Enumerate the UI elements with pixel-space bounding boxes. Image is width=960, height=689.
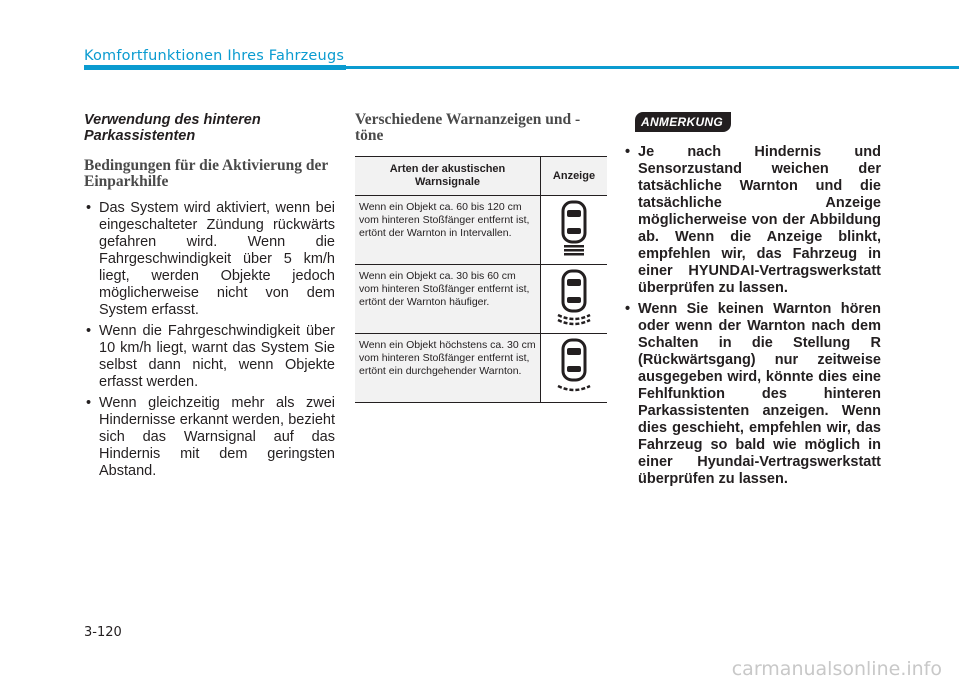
table-row [355,196,607,265]
note-badge: ANMERKUNG [635,112,731,132]
column-middle [355,112,607,403]
table-header-signal: Arten der akustischen Warnsignale [355,157,541,196]
page-number: 3-120 [84,625,122,640]
signal-cell: Wenn ein Objekt höchstens ca. 30 cm vom hinteren Stoßfänger entfernt ist, ertönt ein durchgehender Warnton. [355,334,541,403]
watermark: carmanualsonline.info [731,658,942,680]
chapter-title: Komfortfunktionen Ihres Fahrzeugs [84,48,345,64]
signal-cell: Wenn ein Objekt ca. 60 bis 120 cm vom hinteren Stoßfänger entfernt ist, ertönt der Warnton in Intervallen. [355,196,541,265]
signal-cell: Wenn ein Objekt ca. 30 bis 60 cm vom hinteren Stoßfänger entfernt ist, ertönt der Warnton häufiger. [355,265,541,334]
warning-heading: Verschiedene Warnanzeigen und -töne [355,111,581,144]
column-right [623,112,881,492]
table-header-display: Anzeige [541,157,608,196]
list-item: • Wenn die Fahrgeschwindigkeit über 10 km/h liegt, warnt das System Sie selbst dann nicht, wenn Objekte erfasst werden. [84,323,335,391]
table-row [355,265,607,334]
car-top-view-icon [556,198,592,258]
table-row [355,334,607,403]
activation-subheading: Bedingungen für die Aktivierung der Einparkhilfe [84,157,329,190]
column-left [84,112,335,484]
list-item: • Wenn Sie keinen Warnton hören oder wenn der Warnton nach dem Schalten in die Stellung R (Rückwärtsgang) nur zeitweise ausgegeben wird, könnte dies eine Fehlfunktion des hinteren Parkassistenten anzeigen. Wenn dies geschieht, empfehlen wir, das Fahrzeug so bald wie möglich in einer Hyundai-Vertragswerkstatt überprüfen zu lassen. [623,301,881,488]
note-header [623,112,881,136]
chapter-tab-bar [84,65,346,70]
indicator-cell [541,265,608,334]
car-top-view-icon [554,267,594,327]
list-item: • Wenn gleichzeitig mehr als zwei Hindernisse erkannt werden, bezieht sich das Warnsignal auf das Hindernis mit dem geringsten Abstand. [84,395,335,480]
section-heading: Verwendung des hinteren Parkassistenten [84,112,261,144]
indicator-cell [541,334,608,403]
warning-table [355,156,607,403]
list-item: • Das System wird aktiviert, wenn bei eingeschalteter Zündung rückwärts gefahren wird. Wenn die Fahrgeschwindigkeit über 5 km/h liegt, werden Objekte jedoch möglicherweise nicht von dem System erfasst. [84,200,335,319]
car-top-view-icon [554,336,594,396]
list-item: • Je nach Hindernis und Sensorzustand weichen der tatsächliche Warnton und die tatsächliche Anzeige möglicherweise von der Abbildung ab. Wenn die Anzeige blinkt, empfehlen wir, das Fahrzeug in einer HYUNDAI-Vertragswerkstatt überprüfen zu lassen. [623,144,881,297]
note-list [623,144,881,488]
indicator-cell [541,196,608,265]
activation-list [84,200,335,480]
